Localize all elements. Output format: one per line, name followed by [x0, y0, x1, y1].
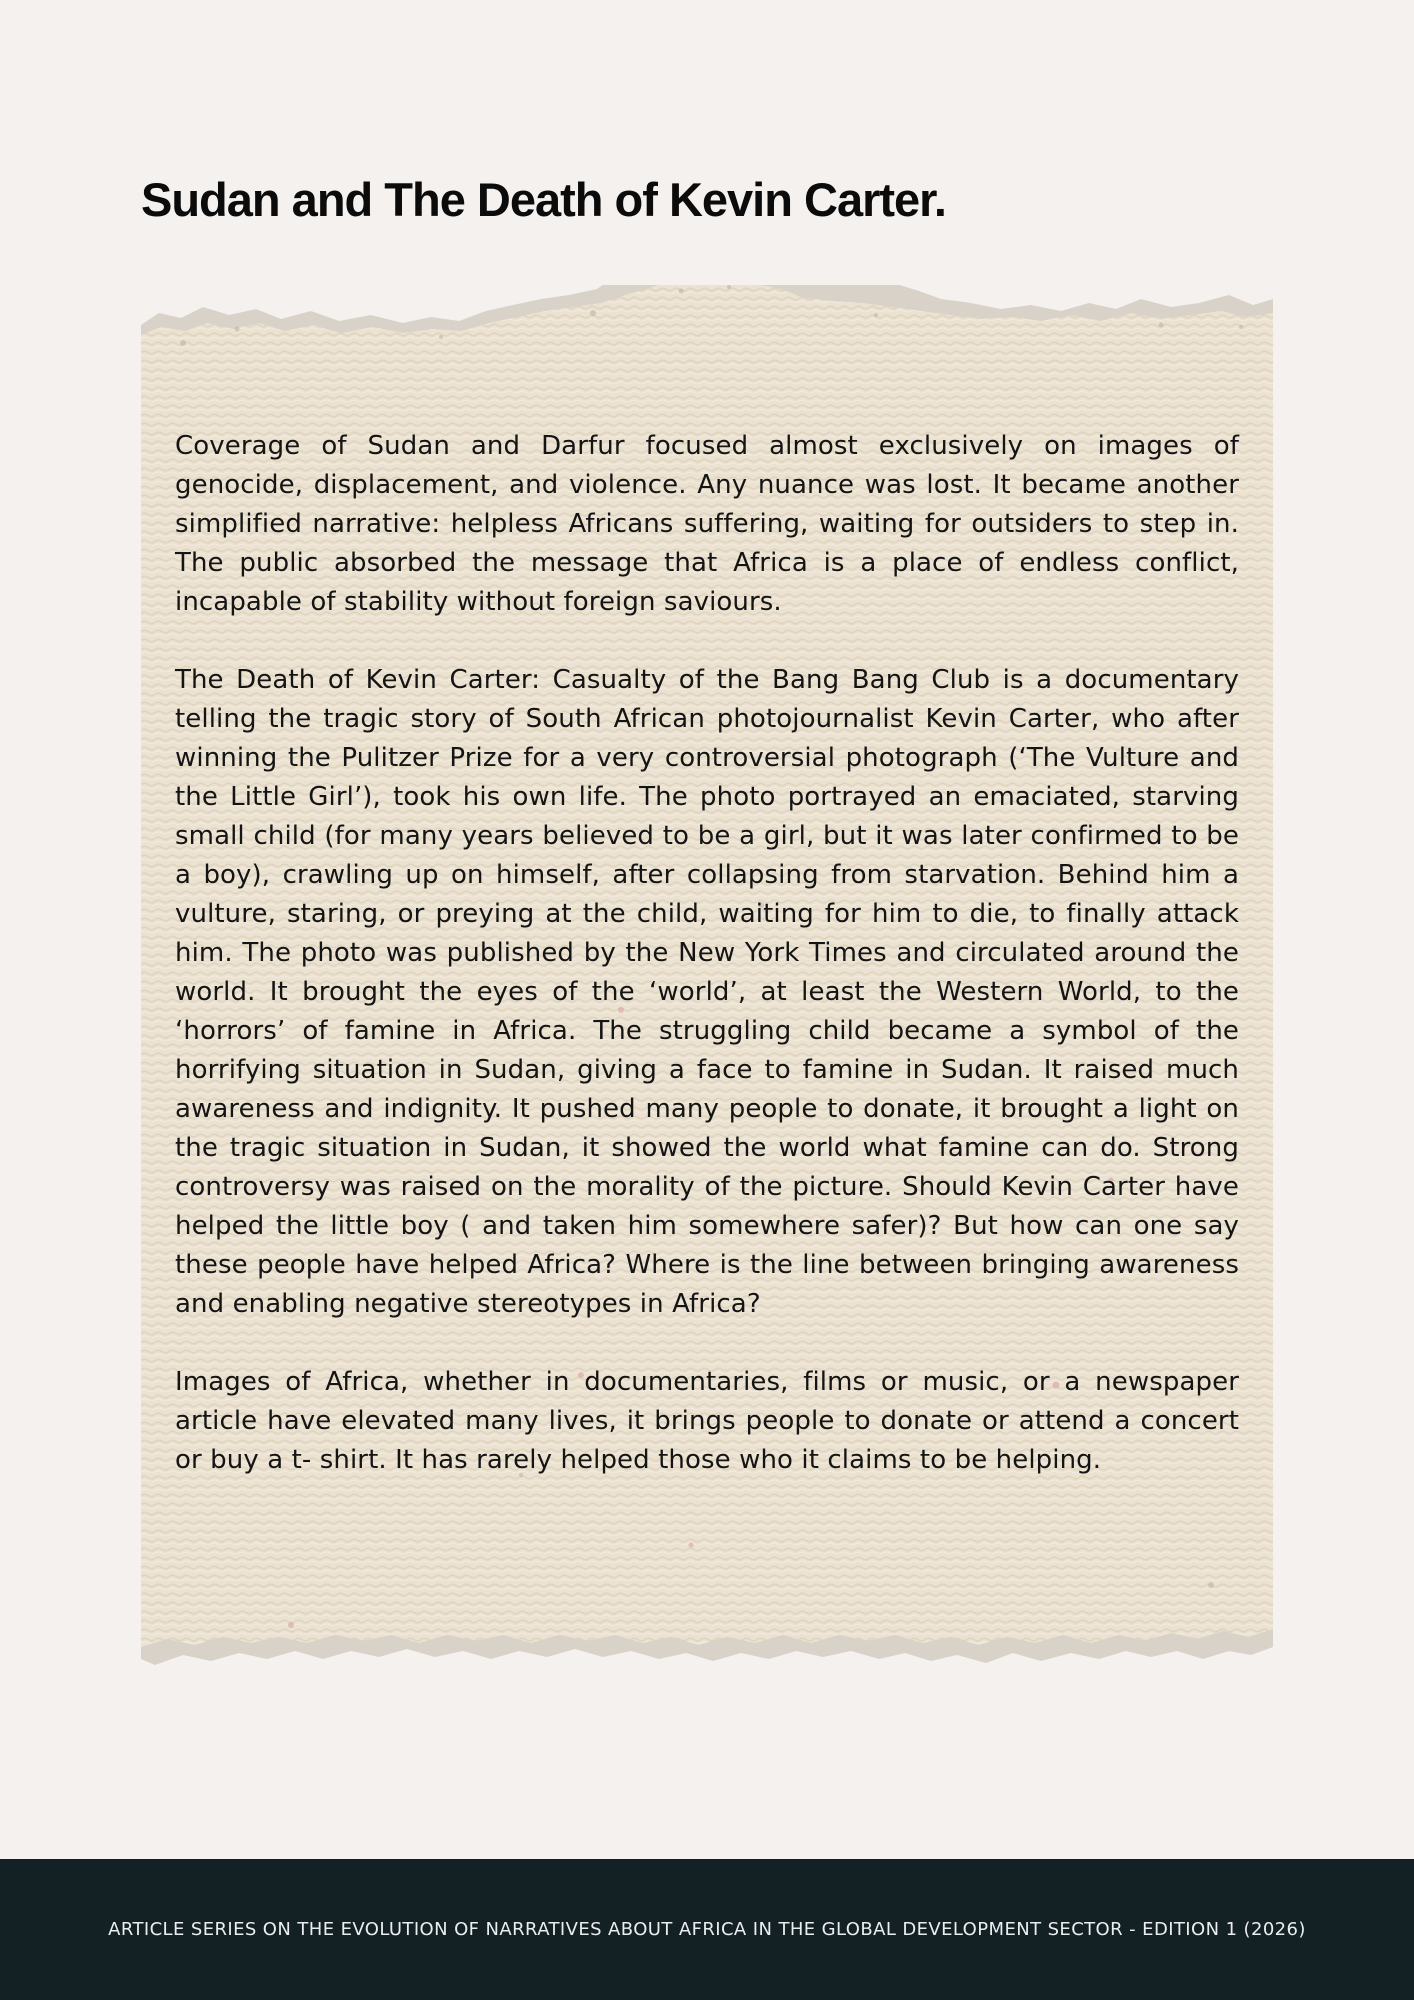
article-title: Sudan and The Death of Kevin Carter. [141, 173, 946, 226]
article-paragraph-2: The Death of Kevin Carter: Casualty of the Bang Bang Club is a documentary telling the tragic story of South African photojournalist Kevin Carter, who after winning the Pulitzer Prize for a very controversial photograph (‘The Vulture and the Little Girl’), took his own life. The photo portrayed an emaciated, starving small child (for many years believed to be a girl, but it was later confirmed to be a boy), crawling up on himself, after collapsing from starvation. Behind him a vulture, staring, or preying at the child, waiting for him to die, to finally attack him. The photo was published by the New York Times and circulated around the world. It brought the eyes of the ‘world’, at least the Western World, to the ‘horrors’ of famine in Africa. The struggling child became a symbol of the horrifying situation in Sudan, giving a face to famine in Sudan. It raised much awareness and indignity. It pushed many people to donate, it brought a light on the tragic situation in Sudan, it showed the world what famine can do. Strong controversy was raised on the morality of the picture. Should Kevin Carter have helped the little boy ( and taken him somewhere safer)? But how can one say these people have helped Africa? Where is the line between bringing awareness and enabling negative stereotypes in Africa? [175, 665, 1239, 1319]
article-paragraph-1: Coverage of Sudan and Darfur focused almost exclusively on images of genocide, displacement, and violence. Any nuance was lost. It became another simplified narrative: helpless Africans suffering, waiting for outsiders to step in. The public absorbed the message that Africa is a place of endless conflict, incapable of stability without foreign saviours. [175, 431, 1239, 617]
footer-bar [0, 1859, 1414, 2000]
torn-paper-panel [141, 285, 1273, 1665]
article-body [175, 427, 1239, 1519]
footer-text: ARTICLE SERIES ON THE EVOLUTION OF NARRATIVES ABOUT AFRICA IN THE GLOBAL DEVELOPMENT SECTOR - EDITION 1 (2026) [108, 1919, 1306, 1940]
article-paragraph-3: Images of Africa, whether in documentaries, films or music, or a newspaper article have elevated many lives, it brings people to donate or attend a concert or buy a t- shirt. It has rarely helped those who it claims to be helping. [175, 1367, 1239, 1475]
